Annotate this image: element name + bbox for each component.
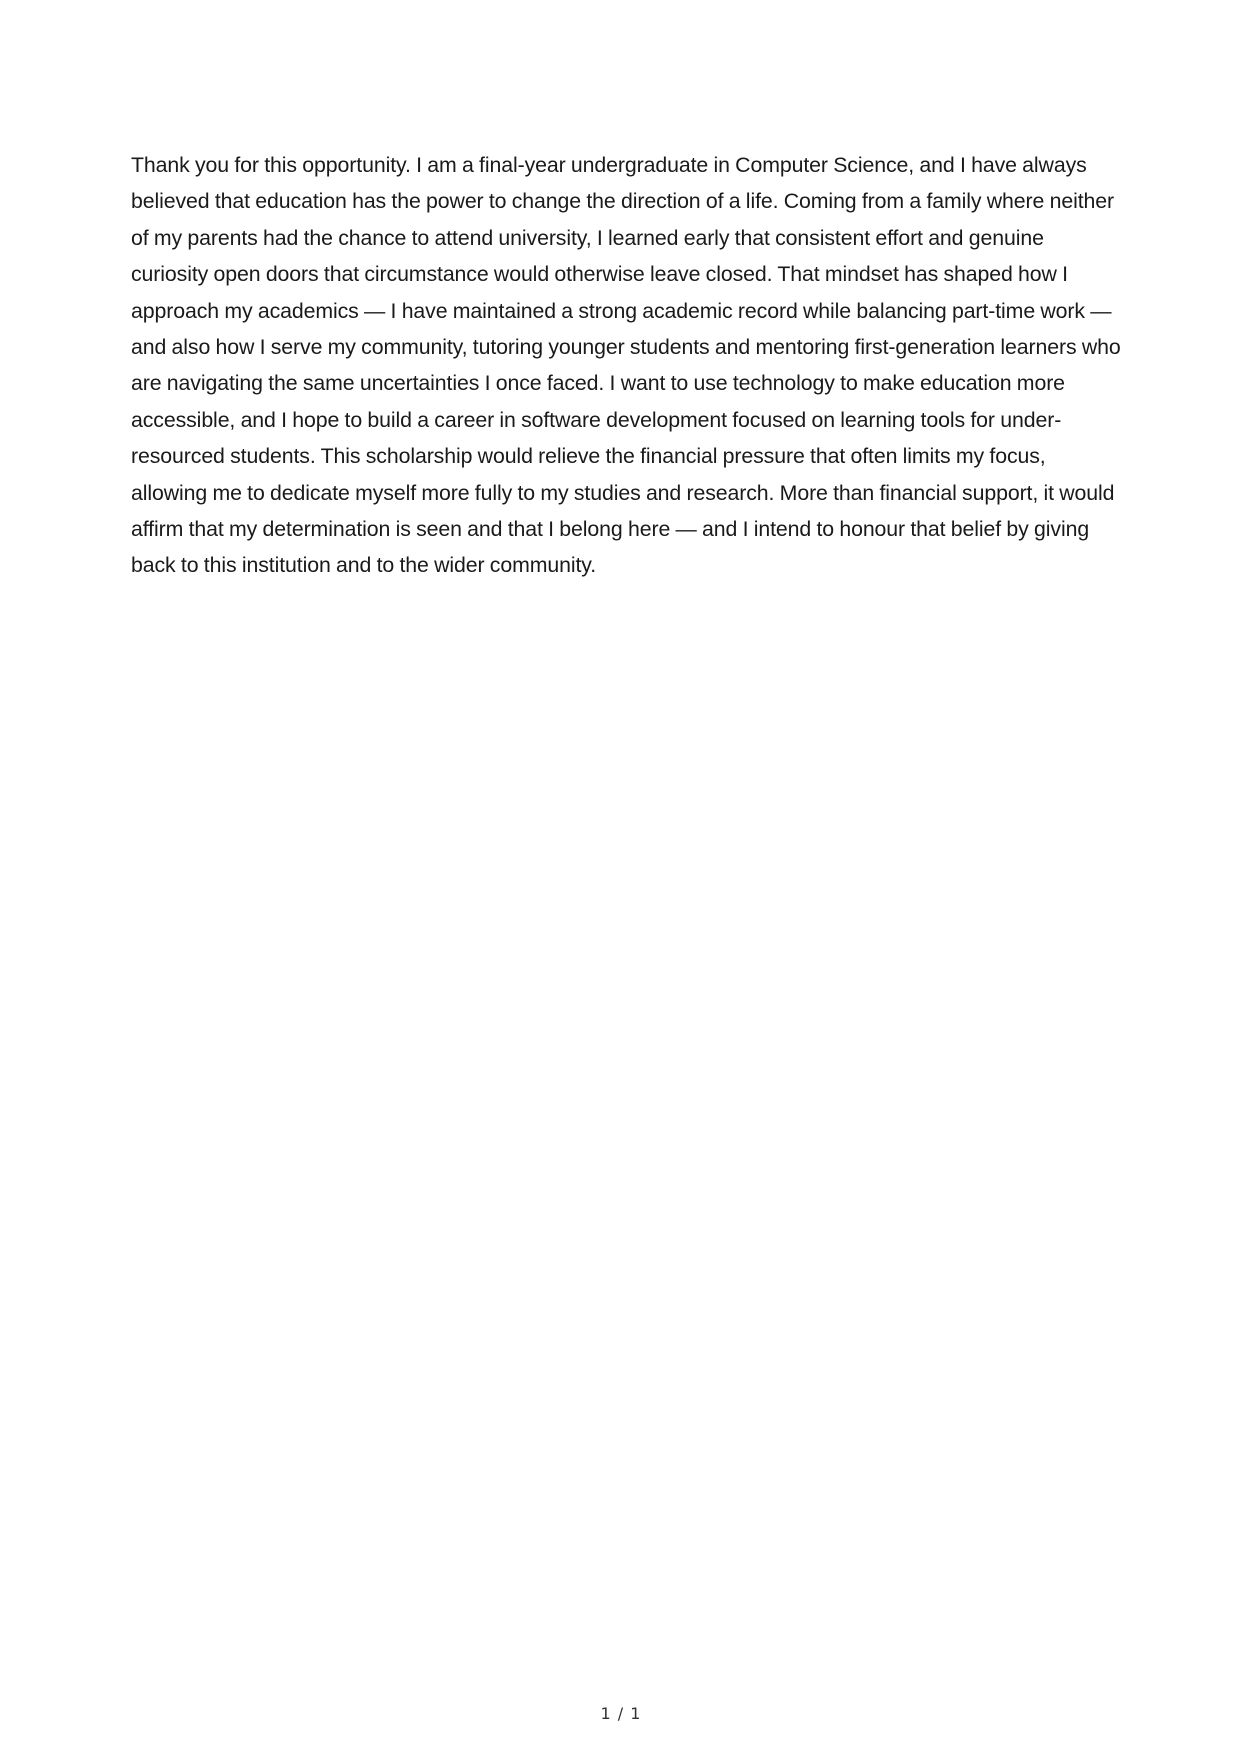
page-number: 1 / 1 <box>600 1704 642 1723</box>
body-paragraph: Thank you for this opportunity. I am a final-year undergraduate in Computer Science, and I have always believed that education has the power to change the direction of a life. Coming from a family where neither of my parents had the chance to attend university, I learned early that consistent effort and genuine curiosity open doors that circumstance would otherwise leave closed. That mindset has shaped how I approach my academics — I have maintained a strong academic record while balancing part-time work — and also how I serve my community, tutoring younger students and mentoring first-generation learners who are navigating the same uncertainties I once faced. I want to use technology to make education more accessible, and I hope to build a career in software development focused on learning tools for under-resourced students. This scholarship would relieve the financial pressure that often limits my focus, allowing me to dedicate myself more fully to my studies and research. More than financial support, it would affirm that my determination is seen and that I belong here — and I intend to honour that belief by giving back to this institution and to the wider community. <box>131 153 1121 578</box>
